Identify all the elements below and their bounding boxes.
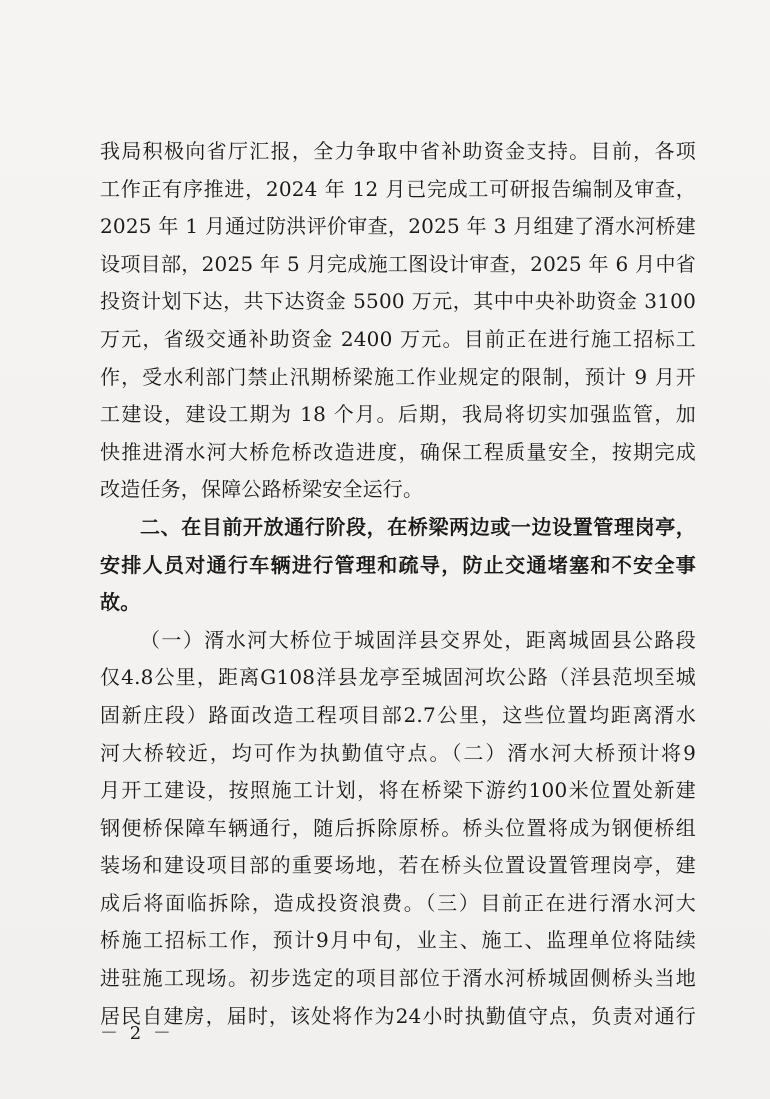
text-line: 仅4.8公里，距离G108洋县龙亭至城固河坎公路（洋县范坝至城 xyxy=(100,665,696,690)
text-line: 工作正有序推进，2024 年 12 月已完成工可研报告编制及审查， xyxy=(100,176,696,201)
text-line: 投资计划下达，共下达资金 5500 万元，其中中央补助资金 3100 xyxy=(100,289,696,314)
text-line: 月开工建设，按照施工计划，将在桥梁下游约100米位置处新建 xyxy=(100,778,696,803)
text-line: 装场和建设项目部的重要场地，若在桥头位置设置管理岗亭，建 xyxy=(100,853,696,878)
heading-line: 二、在目前开放通行阶段，在桥梁两边或一边设置管理岗亭， xyxy=(140,514,696,539)
heading-line: 安排人员对通行车辆进行管理和疏导，防止交通堵塞和不安全事 xyxy=(100,552,696,577)
heading-line: 故。 xyxy=(100,590,141,615)
text-line: 快推进湑水河大桥危桥改造进度，确保工程质量安全，按期完成 xyxy=(100,439,696,464)
text-line: 作，受水利部门禁止汛期桥梁施工作业规定的限制，预计 9 月开 xyxy=(100,364,696,389)
text-line: 改造任务，保障公路桥梁安全运行。 xyxy=(100,477,424,502)
text-line: 固新庄段）路面改造工程项目部2.7公里，这些位置均距离湑水 xyxy=(100,702,696,727)
text-line: 我局积极向省厅汇报，全力争取中省补助资金支持。目前，各项 xyxy=(100,139,696,163)
text-line: 成后将面临拆除，造成投资浪费。（三）目前正在进行湑水河大 xyxy=(100,890,696,915)
text-line: 工建设，建设工期为 18 个月。后期，我局将切实加强监管，加 xyxy=(100,402,696,427)
paragraph-1 xyxy=(100,133,696,509)
text-line: 钢便桥保障车辆通行，随后拆除原桥。桥头位置将成为钢便桥组 xyxy=(100,815,696,840)
paragraph-2 xyxy=(100,622,696,1036)
document-body xyxy=(100,133,696,1035)
page-number: － 2 － xyxy=(100,1023,174,1044)
section-heading-2 xyxy=(100,509,696,622)
text-line: 2025 年 1 月通过防洪评价审查，2025 年 3 月组建了湑水河桥建 xyxy=(100,214,696,239)
text-line: 进驻施工现场。初步选定的项目部位于湑水河桥城固侧桥头当地 xyxy=(100,966,696,991)
text-line: 桥施工招标工作，预计9月中旬，业主、施工、监理单位将陆续 xyxy=(100,928,696,953)
text-line: 河大桥较近，均可作为执勤值守点。（二）湑水河大桥预计将9 xyxy=(100,740,696,765)
text-line: （一）湑水河大桥位于城固洋县交界处，距离城固县公路段 xyxy=(140,627,696,652)
text-line: 居民自建房，届时，该处将作为24小时执勤值守点，负责对通行 xyxy=(100,1003,696,1028)
text-line: 万元，省级交通补助资金 2400 万元。目前正在进行施工招标工 xyxy=(100,326,696,351)
text-line: 设项目部，2025 年 5 月完成施工图设计审查，2025 年 6 月中省 xyxy=(100,251,696,276)
